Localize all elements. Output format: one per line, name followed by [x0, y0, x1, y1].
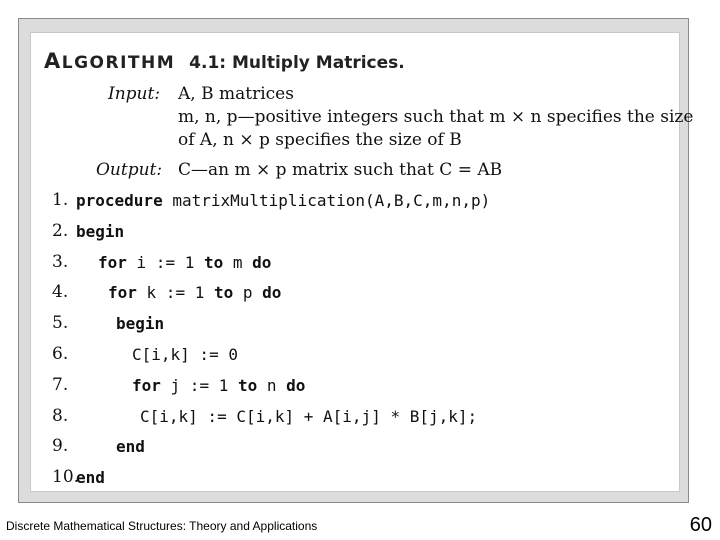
code-text: matrixMultiplication(A,B,C,m,n,p)	[162, 191, 491, 210]
code-keyword: to	[237, 375, 258, 395]
code-line	[132, 345, 238, 364]
code-keyword: begin	[116, 314, 165, 334]
code-line	[76, 468, 105, 487]
code-text: C[i,k] := C[i,k] + A[i,j] * B[j,k];	[140, 406, 478, 426]
input-line-2: m, n, p—positive integers such that m × n specifies the size	[178, 107, 694, 127]
line-number: 10.	[52, 467, 80, 488]
code-line	[108, 283, 281, 302]
code-keyword: procedure	[76, 191, 163, 210]
code-text: p	[233, 283, 263, 303]
code-keyword: do	[286, 375, 306, 395]
input-line-3: of A, n × p specifies the size of B	[178, 130, 462, 150]
algorithm-heading	[44, 49, 405, 73]
code-text: m	[223, 252, 253, 272]
code-line	[116, 437, 145, 456]
code-line	[132, 376, 305, 395]
code-line	[116, 314, 164, 333]
algorithm-label-rest: LGORITHM	[61, 53, 176, 73]
algorithm-title: 4.1: Multiply Matrices.	[189, 53, 405, 73]
line-number: 6.	[52, 344, 69, 364]
code-text: j := 1	[160, 375, 238, 395]
code-line	[140, 407, 477, 426]
line-number: 5.	[52, 313, 69, 334]
code-text: k := 1	[136, 283, 214, 303]
input-line-1: A, B matrices	[178, 84, 294, 104]
code-line	[76, 191, 490, 210]
line-number: 9.	[52, 436, 69, 457]
line-number: 1.	[52, 190, 69, 210]
algorithm-label	[44, 49, 176, 73]
code-keyword: for	[108, 283, 137, 303]
code-keyword: end	[76, 468, 105, 488]
algorithm-label-initial: A	[44, 49, 62, 73]
code-text: i := 1	[126, 252, 204, 272]
footer-source: Discrete Mathematical Structures: Theory and Applications	[6, 519, 318, 533]
code-keyword: begin	[76, 221, 125, 241]
code-keyword: for	[98, 252, 127, 272]
output-label: Output:	[96, 160, 163, 180]
code-line	[98, 253, 271, 272]
line-number: 3.	[52, 251, 69, 272]
line-number: 2.	[52, 220, 69, 241]
code-line	[76, 222, 124, 241]
code-text: C[i,k] := 0	[132, 345, 238, 364]
code-keyword: to	[213, 283, 234, 303]
code-keyword: for	[132, 375, 161, 395]
code-keyword: to	[203, 252, 224, 272]
output-line-1: C—an m × p matrix such that C = AB	[178, 160, 503, 180]
line-number: 7.	[52, 374, 69, 395]
code-keyword: do	[252, 252, 272, 272]
code-keyword: do	[262, 283, 282, 303]
code-text: n	[257, 375, 287, 395]
page-number: 60	[689, 514, 712, 536]
line-number: 4.	[52, 282, 69, 303]
input-label: Input:	[108, 84, 161, 104]
code-keyword: end	[116, 437, 145, 457]
line-number: 8.	[52, 405, 69, 426]
